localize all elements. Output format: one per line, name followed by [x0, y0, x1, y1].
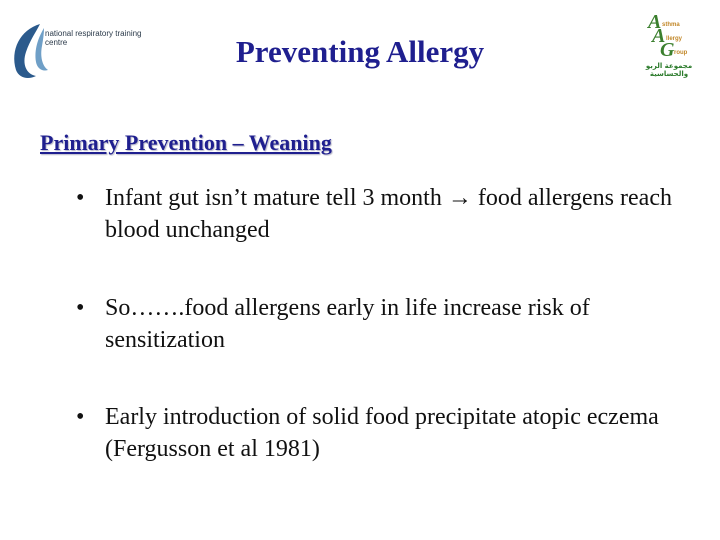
bullet-marker: • [76, 295, 85, 321]
logo-arabic-text: مجموعة الربو والحساسية [645, 62, 693, 78]
section-subtitle: Primary Prevention – Weaning [40, 130, 332, 155]
logo-letter-g: G [660, 39, 675, 61]
bullet-text: Early introduction of solid food precipitate atopic eczema (Fergusson et al 1981) [105, 404, 659, 462]
allergy-group-logo [630, 10, 708, 78]
logo-word-sthma: sthma [662, 22, 680, 28]
ntrc-logo-text: national respiratory training centre [45, 29, 142, 47]
logo-letter-a2: A [652, 25, 666, 47]
logo-word-roup: roup [674, 50, 688, 56]
bullet-item-sensitization [76, 292, 676, 356]
slide-title: Preventing Allergy [235, 34, 485, 69]
bullet-text: So…….food allergens early in life increase risk of sensitization [105, 295, 590, 353]
bullet-item-eczema [76, 401, 676, 465]
bullet-marker: • [76, 185, 85, 211]
logo-letter-a1: A [648, 11, 662, 33]
bullet-marker: • [76, 404, 85, 430]
ntrc-logo [10, 20, 150, 82]
bullet-item-gut [76, 182, 676, 246]
bullet-text: Infant gut isn’t mature tell 3 month → food allergens reach blood unchanged [105, 185, 672, 243]
logo-word-llergy: llergy [666, 36, 683, 42]
